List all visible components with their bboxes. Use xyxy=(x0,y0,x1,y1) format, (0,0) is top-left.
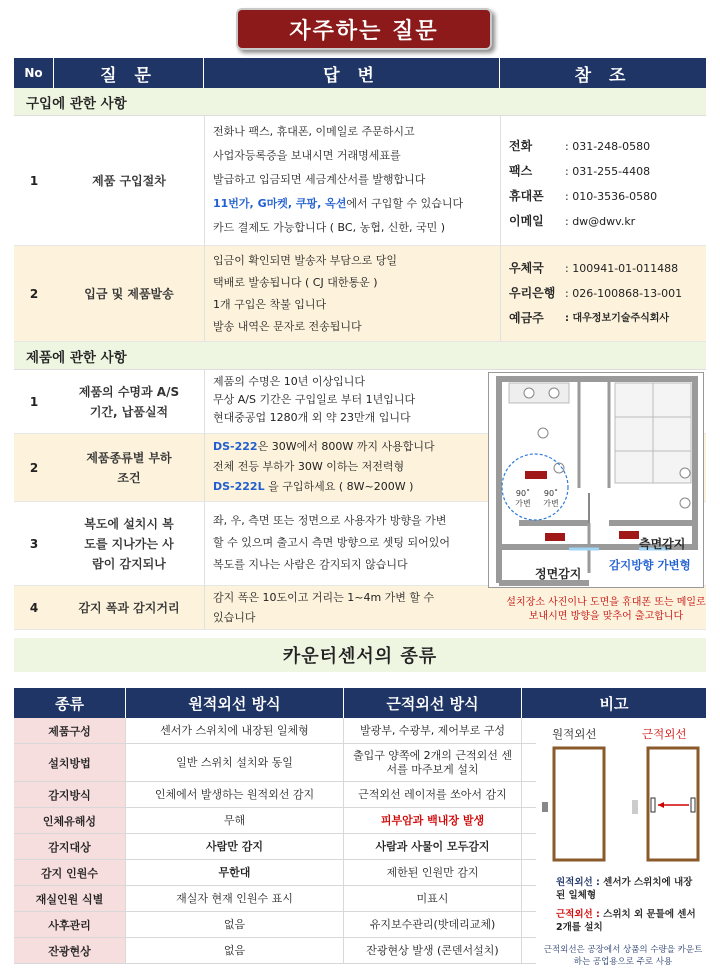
answer-line: 감지 폭은 10도이고 거리는 1~4m 가변 할 수 xyxy=(213,591,435,604)
ref-label: 우체국 xyxy=(509,261,544,275)
answer-text: 은 30W에서 800W 까지 사용합니다 xyxy=(257,440,435,453)
row-far: 무해 xyxy=(126,808,344,833)
angle-left-label: 90˚ 가변 xyxy=(515,489,531,508)
row-near: 잔광현상 발생 (콘덴서설치) xyxy=(344,938,522,963)
section-purchase: 구입에 관한 사항 xyxy=(14,88,706,116)
row-answer xyxy=(204,434,500,501)
answer-line: 발송 내역은 문자로 전송됩니다 xyxy=(213,320,362,333)
row-near: 미표시 xyxy=(344,886,522,911)
row-kind: 감지 인원수 xyxy=(14,860,126,885)
answer-line: 있습니다 xyxy=(213,611,256,624)
header-no: No xyxy=(14,58,54,88)
remark-illustration xyxy=(536,718,706,967)
variable-direction-label: 감지방향 가변형 xyxy=(609,558,691,572)
far-desc-label: 원적외선 : xyxy=(556,877,600,888)
ref-value: : 026-100868-13-001 xyxy=(565,287,683,300)
row-no: 1 xyxy=(29,173,39,188)
answer-line: 발급하고 입금되면 세금계산서를 발행합니다 xyxy=(213,173,426,186)
page-title xyxy=(236,8,492,50)
answer-line: 전체 전등 부하가 30W 이하는 저전력형 xyxy=(213,460,405,473)
ref-label: 우리은행 xyxy=(509,286,556,300)
market-names: 11번가, G마켓, 쿠팡, 옥션 xyxy=(213,197,347,210)
ref-value: : 100941-01-011488 xyxy=(565,262,679,275)
answer-line: 사업자등록증을 보내시면 거래명세표를 xyxy=(213,149,401,162)
row-no: 3 xyxy=(29,536,39,551)
row-far: 일반 스위치 설치와 동일 xyxy=(126,744,344,781)
ref-fax xyxy=(509,159,698,184)
model-name: DS-222L xyxy=(213,480,265,493)
ref-post xyxy=(509,256,698,281)
row-question: 제품종류별 부하조건 xyxy=(86,450,172,485)
row-near: 제한된 인원만 감지 xyxy=(344,860,522,885)
row-far: 센서가 스위치에 내장된 일체형 xyxy=(126,718,344,743)
row-question: 제품 구입절차 xyxy=(92,173,166,188)
ref-value: : 010-3536-0580 xyxy=(565,190,658,203)
ref-email xyxy=(509,209,698,234)
answer-line: 현대중공업 1280개 외 약 23만개 입니다 xyxy=(213,411,411,424)
ref-label: 휴대폰 xyxy=(509,189,544,203)
row-far: 없음 xyxy=(126,912,344,937)
row-answer xyxy=(204,370,500,433)
section-product: 제품에 관한 사항 xyxy=(14,342,706,370)
row-near: 발광부, 수광부, 제어부로 구성 xyxy=(344,718,522,743)
row-near: 사람과 사물이 모두감지 xyxy=(344,834,522,859)
floor-plan-drawing xyxy=(488,372,704,588)
row-far: 인체에서 발생하는 원적외선 감지 xyxy=(126,782,344,807)
row-far: 사람만 감지 xyxy=(126,834,344,859)
row-kind: 설치방법 xyxy=(14,744,126,781)
row-kind: 잔광현상 xyxy=(14,938,126,963)
faq-row xyxy=(14,116,706,246)
ref-value: : 대우정보기술주식회사 xyxy=(565,313,670,324)
header-kind: 종류 xyxy=(14,688,126,718)
answer-line xyxy=(213,437,492,457)
header-near-ir: 근적외선 방식 xyxy=(344,688,522,718)
row-near: 피부암과 백내장 발생 xyxy=(344,808,522,833)
ref-label: 예금주 xyxy=(509,311,544,325)
row-question: 복도에 설치시 복도를 지나가는 사람이 감지되나 xyxy=(84,516,174,571)
faq-header-row xyxy=(14,58,706,88)
row-kind: 인체유해성 xyxy=(14,808,126,833)
door-illustration xyxy=(536,742,706,872)
row-kind: 사후관리 xyxy=(14,912,126,937)
ref-label: 전화 xyxy=(509,139,533,153)
angle-right-label: 90˚ 가변 xyxy=(543,489,559,508)
row-near: 출입구 양쪽에 2개의 근적외선 센서를 마주보게 설치 xyxy=(344,744,522,781)
faq-row xyxy=(14,246,706,342)
install-note: 설치장소 사진이나 도면을 휴대폰 또는 메일로 보내시면 방향을 맞추어 출고합니다 xyxy=(506,597,706,622)
row-far: 재실자 현재 인원수 표시 xyxy=(126,886,344,911)
row-far: 무한대 xyxy=(126,860,344,885)
answer-line: 무상 A/S 기간은 구입일로 부터 1년입니다 xyxy=(213,393,416,406)
near-ir-footnote: 근적외선은 공장에서 상품의 수량을 카운트하는 공업용으로 주로 사용 xyxy=(543,945,703,967)
answer-line: 택배로 발송됩니다 ( CJ 대한통운 ) xyxy=(213,276,378,289)
row-question: 제품의 수명과 A/S 기간, 납품실적 xyxy=(78,384,180,419)
answer-line xyxy=(213,192,492,216)
sensor-header-row xyxy=(14,688,706,718)
row-kind: 제품구성 xyxy=(14,718,126,743)
model-name: DS-222 xyxy=(213,440,258,453)
front-detect-label: 정면감지 xyxy=(535,567,582,581)
answer-line: 할 수 있으며 출고시 측면 방향으로 셋팅 되어있어 xyxy=(213,536,450,549)
row-reference xyxy=(500,116,706,245)
market-suffix: 에서 구입할 수 있습니다 xyxy=(346,197,464,210)
row-far: 없음 xyxy=(126,938,344,963)
far-desc-text: 센서가 스위치에 내장된 일체형 xyxy=(556,877,693,901)
header-question: 질 문 xyxy=(54,58,204,88)
page-title-text: 자주하는 질문 xyxy=(289,18,439,44)
ref-holder xyxy=(509,306,698,331)
row-kind: 감지대상 xyxy=(14,834,126,859)
far-ir-desc xyxy=(556,876,701,902)
row-answer xyxy=(204,246,500,341)
row-no: 1 xyxy=(29,394,39,409)
header-answer: 답 변 xyxy=(204,58,500,88)
answer-line xyxy=(213,477,492,497)
header-reference: 참 조 xyxy=(574,65,632,86)
row-question: 입금 및 제품발송 xyxy=(84,286,174,301)
answer-line: 입금이 확인되면 발송자 부담으로 당일 xyxy=(213,254,398,267)
answer-line: 제품의 수명은 10년 이상입니다 xyxy=(213,375,365,388)
ref-value: : 031-248-0580 xyxy=(565,140,651,153)
row-near: 근적외선 레이저를 쏘아서 감지 xyxy=(344,782,522,807)
ref-mobile xyxy=(509,184,698,209)
answer-line: 1개 구입은 착불 입니다 xyxy=(213,298,327,311)
answer-line: 카드 결제도 가능합니다 ( BC, 농협, 신한, 국민 ) xyxy=(213,221,446,234)
row-no: 2 xyxy=(29,286,39,301)
row-no: 4 xyxy=(29,600,39,615)
far-ir-label: 원적외선 xyxy=(552,727,597,741)
header-far-ir: 원적외선 방식 xyxy=(126,688,344,718)
ref-value: : 031-255-4408 xyxy=(565,165,651,178)
row-near: 유지보수관리(밧데리교체) xyxy=(344,912,522,937)
ref-label: 팩스 xyxy=(509,164,533,178)
near-ir-label: 근적외선 xyxy=(642,727,687,741)
row-question: 감지 폭과 감지거리 xyxy=(78,600,180,615)
row-kind: 감지방식 xyxy=(14,782,126,807)
ref-phone xyxy=(509,134,698,159)
ref-value: : dw@dwv.kr xyxy=(565,215,636,228)
near-desc-text: 스위치 외 문틀에 센서 2개를 설치 xyxy=(556,909,696,933)
answer-line: 좌, 우, 측면 또는 정면으로 사용자가 방향을 가변 xyxy=(213,514,447,527)
answer-line: 복도를 지나는 사람은 감지되지 않습니다 xyxy=(213,558,408,571)
side-detect-label: 측면감지 xyxy=(639,537,686,551)
near-desc-label: 근적외선 : xyxy=(556,909,600,920)
row-answer xyxy=(204,116,500,245)
header-remark: 비고 xyxy=(599,694,629,713)
row-reference xyxy=(500,246,706,341)
ref-bank xyxy=(509,281,698,306)
near-ir-desc xyxy=(556,908,701,934)
ref-label: 이메일 xyxy=(509,214,544,228)
row-answer xyxy=(204,586,500,629)
answer-line: 전화나 팩스, 휴대폰, 이메일로 주문하시고 xyxy=(213,125,415,138)
sensor-section-title: 카운터센서의 종류 xyxy=(14,638,706,672)
row-no: 2 xyxy=(29,460,39,475)
answer-text: 을 구입하세요 ( 8W~200W ) xyxy=(264,480,414,493)
row-kind: 재실인원 식별 xyxy=(14,886,126,911)
sensor-table xyxy=(14,688,706,967)
row-answer xyxy=(204,502,500,585)
